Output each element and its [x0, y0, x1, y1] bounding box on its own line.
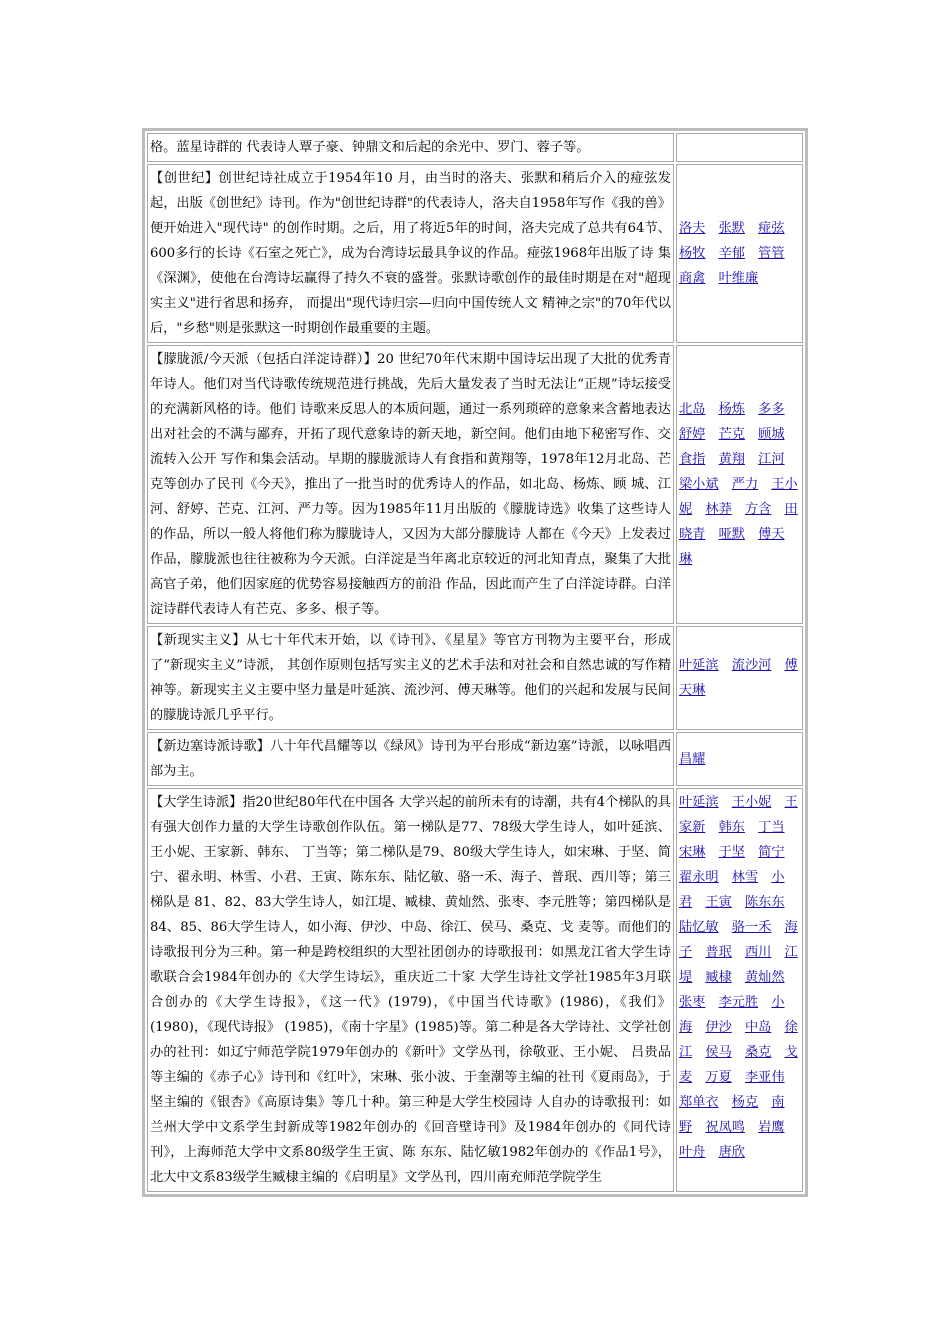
poet-link[interactable]: 叶舟 — [679, 1145, 706, 1160]
poet-link[interactable]: 叶延滨 — [679, 658, 719, 673]
school-description: 创世纪诗社成立于1954年10 月，由当时的洛夫、张默和稍后介入的痖弦发起，出版《创世纪》诗刊。作为"创世纪诗群"的代表诗人，洛夫自1958年写作《我的兽》便开始进入"现代诗" 的创作时期。之后，用了将近5年的时间，洛夫完成了总共有64节、600多行的长诗《石室之死亡》，成为台湾诗坛最具争议的作品。痖弦1968年出版了诗 集《深渊》，使他在台湾诗坛赢得了持久不衰的盛誉。张默诗歌创作的最佳时期是在对"超现实主义"进行省思和扬弃， 而提出"现代诗归宗—归向中国传统人文 精神之宗"的70年代以后，"乡愁"则是张默这一时期创作最重要的主题。 — [150, 171, 672, 336]
poet-links-cell — [676, 788, 803, 1192]
poet-link[interactable]: 臧棣 — [705, 970, 732, 985]
poet-link[interactable]: 万夏 — [705, 1070, 732, 1085]
poet-link[interactable]: 黄翔 — [718, 452, 745, 467]
table-row — [147, 626, 803, 730]
poetry-schools-table — [142, 128, 808, 1197]
poet-link[interactable]: 江河 — [758, 452, 785, 467]
poet-link[interactable]: 张默 — [718, 221, 745, 236]
poet-link[interactable]: 王小妮 — [731, 795, 772, 810]
description-cell — [147, 788, 674, 1192]
poet-link[interactable]: 陈东东 — [744, 895, 785, 910]
poet-links-cell — [676, 133, 803, 162]
description-cell — [147, 345, 674, 624]
poet-link[interactable]: 舒婷 — [679, 427, 706, 442]
poet-link[interactable]: 戈麦 — [679, 1045, 798, 1085]
poet-link[interactable]: 陆忆敏 — [679, 920, 719, 935]
poet-link[interactable]: 北岛 — [679, 402, 706, 417]
table-row — [147, 164, 803, 343]
poet-link[interactable]: 郑单衣 — [679, 1095, 719, 1110]
poet-link[interactable]: 方含 — [744, 502, 772, 517]
poet-link[interactable]: 梁小斌 — [679, 477, 719, 492]
poet-link[interactable]: 普珉 — [705, 945, 732, 960]
poet-link[interactable]: 岩鹰 — [758, 1120, 785, 1135]
poet-link[interactable]: 王寅 — [705, 895, 732, 910]
poet-link[interactable]: 田晓青 — [679, 502, 798, 542]
poet-link[interactable]: 流沙河 — [731, 658, 772, 673]
school-heading: 【朦胧派/今天派（包括白洋淀诗群）】 — [150, 352, 378, 367]
poet-link[interactable]: 王家新 — [679, 795, 798, 835]
poet-link[interactable]: 侯马 — [705, 1045, 732, 1060]
poet-link[interactable]: 桑克 — [744, 1045, 772, 1060]
poet-link[interactable]: 杨克 — [731, 1095, 759, 1110]
description-cell — [147, 732, 674, 786]
poet-link[interactable]: 哑默 — [718, 527, 745, 542]
poet-link[interactable]: 宋琳 — [679, 845, 706, 860]
poet-link[interactable]: 于坚 — [718, 845, 745, 860]
poet-link[interactable]: 林雪 — [731, 870, 759, 885]
poet-link[interactable]: 林莽 — [705, 502, 732, 517]
school-heading: 【创世纪】 — [150, 171, 219, 186]
poet-link[interactable]: 小海 — [679, 995, 785, 1035]
poet-link[interactable]: 管管 — [758, 246, 785, 261]
poet-link[interactable]: 顾城 — [758, 427, 785, 442]
school-description: 八十年代昌耀等以《绿风》诗刊为平台形成“新边塞”诗派，以咏唱西部为主。 — [150, 739, 672, 779]
poet-link[interactable]: 昌耀 — [679, 751, 706, 767]
description-cell — [147, 626, 674, 730]
school-heading: 【大学生诗派】 — [150, 795, 243, 810]
poet-link[interactable]: 伊沙 — [705, 1020, 732, 1035]
poet-link[interactable]: 张枣 — [679, 995, 706, 1010]
poet-link[interactable]: 王小妮 — [679, 477, 798, 517]
poet-link[interactable]: 小君 — [679, 870, 785, 910]
table-body — [147, 133, 803, 1192]
poet-links-cell — [676, 732, 803, 786]
school-description: 指20世纪80年代在中国各 大学兴起的前所未有的诗潮，共有4个梯队的具有强大创作力量的大学生诗歌创作队伍。第一梯队是77、78级大学生诗人，如叶延滨、王小妮、王家新、韩东、 丁当等；第二梯队是79、80级大学生诗人，如宋琳、于坚、简宁、翟永明、林雪、小君、王寅、陈东东、陆忆敏、骆一禾、海子、普珉、西川等；第三梯队是 81、82、83大学生诗人，如江堤、臧棣、黄灿然、张枣、李元胜等；第四梯队是84、85、86大学生诗人，如小海、伊沙、中岛、徐江、侯马、桑克、戈 麦等。而他们的诗歌报刊分为三种。第一种是跨校组织的大型社团创办的诗歌报刊：如黑龙江省大学生诗歌联合会1984年创办的《大学生诗坛》，重庆近二十家 大学生诗社文学社1985年3月联合创办的《大学生诗报》，《这一代》(1979)，《中国当代诗歌》(1986)，《我们》(1980)，《现代诗报》 (1985)，《南十字星》(1985)等。第二种是各大学诗社、文学社创办的社刊：如辽宁师范学院1979年创办的《新叶》文学丛刊，徐敬亚、王小妮、 吕贵品等主编的《赤子心》诗刊和《红叶》，宋琳、张小波、于奎潮等主编的社刊《夏雨岛》，于坚主编的《银杏》《高原诗集》等几十种。第三种是大学生校园诗 人自办的诗歌报刊：如兰州大学中文系学生封新成等1982年创办的《回音壁诗刊》及1984年创办的《同代诗刊》，上海师范大学中文系80级学生王寅、陈 东东、陆忆敏1982年创办的《作品1号》，北大中文系83级学生臧棣主编的《启明星》文学丛刊，四川南充师范学院学生 — [150, 795, 671, 1185]
poet-link[interactable]: 南野 — [679, 1095, 785, 1135]
description-cell — [147, 164, 674, 343]
poet-links-cell — [676, 164, 803, 343]
poet-link[interactable]: 洛夫 — [679, 221, 706, 236]
poet-link[interactable]: 叶维廉 — [718, 271, 759, 286]
poet-link[interactable]: 严力 — [731, 477, 759, 492]
school-heading: 【新边塞诗派诗歌】 — [150, 739, 271, 754]
poet-link[interactable]: 唐欣 — [718, 1145, 745, 1160]
table-row — [147, 732, 803, 786]
poet-link[interactable]: 食指 — [679, 452, 706, 467]
table-row — [147, 133, 803, 162]
poet-link[interactable]: 简宁 — [758, 845, 785, 860]
poet-link[interactable]: 芒克 — [718, 427, 745, 442]
poet-link[interactable]: 江堤 — [679, 945, 798, 985]
table-row — [147, 345, 803, 624]
poet-link[interactable]: 黄灿然 — [744, 970, 785, 985]
school-description: 20 世纪70年代末期中国诗坛出现了大批的优秀青年诗人。他们对当代诗歌传统规范进行挑战，先后大量发表了当时无法让“正规”诗坛接受的充满新风格的诗。他们 诗歌来反思人的本质问题，通过一系列琐碎的意象来含蓄地表达出对社会的不满与鄙弃，开拓了现代意象诗的新天地，新空间。他们由地下秘密写作、交流转入公开 写作和集会活动。早期的朦胧派诗人有食指和黄翔等，1978年12月北岛、芒克等创办了民刊《今天》，推出了一批当时的优秀诗人的作品，如北岛、杨炼、顾 城、江河、舒婷、芒克、江河、严力等。因为1985年11月出版的《朦胧诗选》收集了这些诗人的作品，所以一般人将他们称为朦胧诗人，又因为大部分朦胧诗 人都在《今天》上发表过作品，朦胧派也往往被称为今天派。白洋淀是当年离北京较近的河北知青点，聚集了大批高官子弟，他们因家庭的优势容易接触西方的前沿 作品，因此而产生了白洋淀诗群。白洋淀诗群代表诗人有芒克、多多、根子等。 — [150, 352, 671, 617]
poet-link[interactable]: 傅天琳 — [679, 658, 798, 698]
poet-link[interactable]: 徐江 — [679, 1020, 798, 1060]
poet-link[interactable]: 杨炼 — [718, 402, 745, 417]
poet-link[interactable]: 祝凤鸣 — [705, 1120, 745, 1135]
poet-link[interactable]: 傅天琳 — [679, 527, 785, 567]
poet-link[interactable]: 丁当 — [758, 820, 785, 835]
poet-link[interactable]: 李元胜 — [718, 995, 759, 1010]
poet-link[interactable]: 海子 — [679, 920, 798, 960]
school-heading: 【新现实主义】 — [150, 633, 246, 648]
poet-link[interactable]: 中岛 — [744, 1020, 772, 1035]
school-description: 从七十年代末开始，以《诗刊》、《星星》等官方刊物为主要平台，形成了“新现实主义”诗派， 其创作原则包括写实主义的艺术手法和对社会和自然忠诚的写作精神等。新现实主义主要中坚力量是叶延滨、流沙河、傅天琳等。他们的兴起和发展与民间的朦胧诗派几乎平行。 — [150, 633, 671, 723]
poet-link[interactable]: 叶延滨 — [679, 795, 719, 810]
description-cell — [147, 133, 674, 162]
poet-link[interactable]: 骆一禾 — [731, 920, 772, 935]
poet-link[interactable]: 翟永明 — [679, 870, 719, 885]
poet-link[interactable]: 李亚伟 — [744, 1070, 785, 1085]
poet-links-cell — [676, 345, 803, 624]
poet-link[interactable]: 多多 — [758, 402, 785, 417]
poet-links-cell — [676, 626, 803, 730]
poet-link[interactable]: 痖弦 — [758, 221, 785, 236]
poet-link[interactable]: 商禽 — [679, 271, 706, 286]
poet-link[interactable]: 辛郁 — [718, 246, 745, 261]
poet-link[interactable]: 韩东 — [718, 820, 745, 835]
poet-link[interactable]: 杨牧 — [679, 246, 706, 261]
table-row — [147, 788, 803, 1192]
school-description: 格。蓝星诗群的 代表诗人覃子豪、钟鼎文和后起的余光中、罗门、蓉子等。 — [150, 140, 590, 155]
poet-link[interactable]: 西川 — [744, 945, 772, 960]
